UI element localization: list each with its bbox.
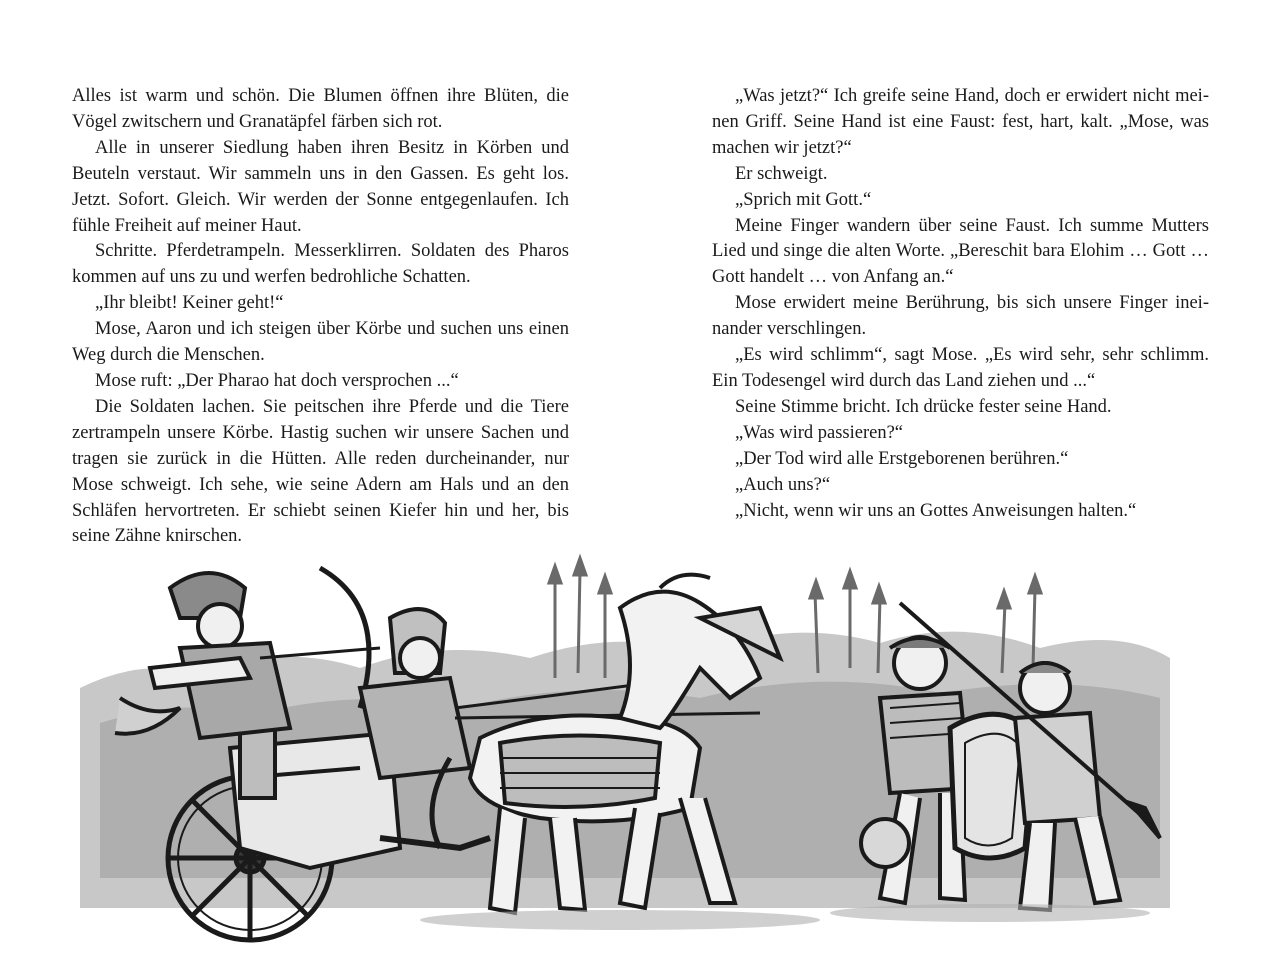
paragraph: „Der Tod wird alle Erstgeborenen berühren.“ bbox=[735, 448, 1069, 469]
paragraph: Alles ist warm und schön. Die Blumen öffnen ihre Blüten, die Vögel zwitschern und Granatäpfel färben sich rot. bbox=[72, 86, 569, 132]
paragraph: Mose, Aaron und ich steigen über Körbe und suchen uns einen Weg durch die Menschen. bbox=[72, 319, 569, 366]
paragraph: „Es wird schlimm“, sagt Mose. „Es wird sehr, sehr schlimm. Ein Todesengel wird durch das Land ziehen und ...“ bbox=[712, 345, 1209, 391]
paragraph: Mose erwidert meine Berührung, bis sich unsere Finger ineinander verschlingen. bbox=[712, 293, 1209, 340]
paragraph: Er schweigt. bbox=[735, 163, 828, 184]
paragraph: „Sprich mit Gott.“ bbox=[735, 189, 872, 210]
chariot-illustration bbox=[60, 548, 1220, 968]
paragraph: Meine Finger wandern über seine Faust. Ich summe Mutters Lied und singe die alten Worte. „Bereschit bara Elohim … Gott … Gott handelt … von Anfang an.“ bbox=[712, 215, 1209, 288]
paragraph: „Ihr bleibt! Keiner geht!“ bbox=[95, 293, 284, 314]
paragraph: „Was jetzt?“ Ich greife seine Hand, doch er erwidert nicht meinen Griff. Seine Hand ist eine Faust: fest, hart, kalt. „Mose, was machen wir jetzt?“ bbox=[712, 86, 1209, 158]
paragraph: Mose ruft: „Der Pharao hat doch versprochen ...“ bbox=[95, 370, 459, 391]
paragraph: Schritte. Pferdetrampeln. Messerklirren. Soldaten des Pharos kommen auf uns zu und werfen bedrohliche Schatten. bbox=[72, 241, 569, 288]
paragraph: „Nicht, wenn wir uns an Gottes Anweisungen halten.“ bbox=[735, 500, 1137, 521]
paragraph: Alle in unserer Siedlung haben ihren Besitz in Körben und Beuteln verstaut. Wir sammeln uns in den Gassen. Es geht los. Jetzt. Sofort. Gleich. Wir werden der Sonne entgegenlaufen. Ich fühle Freiheit auf meiner Haut. bbox=[72, 137, 569, 236]
paragraph: „Auch uns?“ bbox=[735, 474, 831, 495]
right-text-column bbox=[712, 84, 1209, 524]
paragraph: „Was wird passieren?“ bbox=[735, 422, 904, 443]
left-text-column bbox=[72, 84, 569, 550]
paragraph: Seine Stimme bricht. Ich drücke fester seine Hand. bbox=[735, 396, 1112, 417]
paragraph: Die Soldaten lachen. Sie peitschen ihre Pferde und die Tiere zertrampeln unsere Körbe. Hastig suchen wir unsere Sachen und tragen sie zurück in die Hütten. Alle reden durcheinander, nur Mose schweigt. Ich sehe, wie seine Adern am Hals und an den Schläfen hervortreten. Er schiebt seinen Kiefer hin und her, bis seine Zähne knirschen. bbox=[72, 396, 569, 547]
